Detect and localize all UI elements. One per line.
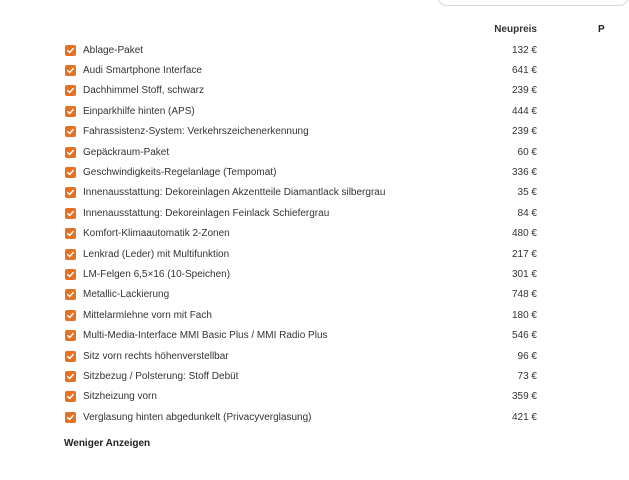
- equipment-label: Fahrassistenz-System: Verkehrszeichenerkennung: [83, 126, 309, 138]
- equipment-row: [0, 305, 603, 325]
- next-column-header: P: [598, 24, 605, 35]
- equipment-row: [0, 162, 603, 182]
- equipment-label: Mittelarmlehne vorn mit Fach: [83, 309, 212, 321]
- equipment-checkbox[interactable]: [65, 187, 76, 198]
- equipment-price: 748 €: [511, 289, 537, 301]
- equipment-price: 84 €: [517, 207, 537, 219]
- equipment-price: 73 €: [517, 370, 537, 382]
- equipment-row: [0, 183, 603, 203]
- equipment-price: 180 €: [511, 309, 537, 321]
- equipment-label: Geschwindigkeits-Regelanlage (Tempomat): [83, 167, 277, 179]
- check-icon: [66, 331, 75, 340]
- equipment-price: 239 €: [511, 126, 537, 138]
- equipment-label: Audi Smartphone Interface: [83, 65, 202, 77]
- check-icon: [66, 290, 75, 299]
- equipment-list: [0, 40, 603, 427]
- equipment-price: 641 €: [511, 65, 537, 77]
- check-icon: [66, 229, 75, 238]
- equipment-checkbox[interactable]: [65, 371, 76, 382]
- check-icon: [66, 188, 75, 197]
- equipment-price: 336 €: [511, 167, 537, 179]
- check-icon: [66, 372, 75, 381]
- equipment-checkbox[interactable]: [65, 45, 76, 56]
- equipment-row: [0, 203, 603, 223]
- equipment-label: Sitzbezug / Polsterung: Stoff Debüt: [83, 370, 239, 382]
- equipment-checkbox[interactable]: [65, 391, 76, 402]
- check-icon: [66, 352, 75, 361]
- equipment-row: [0, 325, 603, 345]
- equipment-checkbox[interactable]: [65, 126, 76, 137]
- equipment-label: Innenausstattung: Dekoreinlagen Feinlack Schiefergrau: [83, 207, 330, 219]
- equipment-checkbox[interactable]: [65, 147, 76, 158]
- equipment-label: Komfort-Klimaautomatik 2-Zonen: [83, 228, 230, 240]
- price-column-header: Neupreis: [494, 24, 537, 35]
- check-icon: [66, 311, 75, 320]
- equipment-checkbox[interactable]: [65, 249, 76, 260]
- equipment-row: [0, 264, 603, 284]
- equipment-checkbox[interactable]: [65, 167, 76, 178]
- equipment-row: [0, 60, 603, 80]
- check-icon: [66, 413, 75, 422]
- check-icon: [66, 209, 75, 218]
- equipment-checkbox[interactable]: [65, 228, 76, 239]
- top-search-field[interactable]: [437, 0, 629, 6]
- check-icon: [66, 148, 75, 157]
- equipment-price: 546 €: [511, 330, 537, 342]
- equipment-row: [0, 142, 603, 162]
- equipment-checkbox[interactable]: [65, 351, 76, 362]
- check-icon: [66, 270, 75, 279]
- equipment-row: [0, 244, 603, 264]
- equipment-label: Gepäckraum-Paket: [83, 146, 170, 158]
- equipment-row: [0, 40, 603, 60]
- equipment-checkbox[interactable]: [65, 289, 76, 300]
- equipment-row: [0, 122, 603, 142]
- equipment-label: Sitzheizung vorn: [83, 391, 157, 403]
- equipment-label: Lenkrad (Leder) mit Multifunktion: [83, 248, 230, 260]
- equipment-price: 480 €: [511, 228, 537, 240]
- equipment-row: [0, 224, 603, 244]
- equipment-checkbox[interactable]: [65, 208, 76, 219]
- check-icon: [66, 107, 75, 116]
- equipment-label: Dachhimmel Stoff, schwarz: [83, 85, 204, 97]
- equipment-checkbox[interactable]: [65, 85, 76, 96]
- check-icon: [66, 127, 75, 136]
- check-icon: [66, 46, 75, 55]
- equipment-checkbox[interactable]: [65, 330, 76, 341]
- equipment-row: [0, 101, 603, 121]
- equipment-price: 60 €: [517, 146, 537, 158]
- equipment-row: [0, 407, 603, 427]
- equipment-label: Sitz vorn rechts höhenverstellbar: [83, 350, 229, 362]
- equipment-price: 444 €: [511, 105, 537, 117]
- equipment-checkbox[interactable]: [65, 65, 76, 76]
- equipment-price: 96 €: [517, 350, 537, 362]
- show-less-link[interactable]: Weniger Anzeigen: [64, 438, 151, 449]
- equipment-row: [0, 366, 603, 386]
- equipment-price: 301 €: [511, 268, 537, 280]
- equipment-label: Einparkhilfe hinten (APS): [83, 105, 195, 117]
- equipment-label: Multi-Media-Interface MMI Basic Plus / MMI Radio Plus: [83, 330, 328, 342]
- check-icon: [66, 250, 75, 259]
- check-icon: [66, 86, 75, 95]
- equipment-label: Metallic-Lackierung: [83, 289, 170, 301]
- equipment-price: 132 €: [511, 44, 537, 56]
- equipment-price: 35 €: [517, 187, 537, 199]
- equipment-price: 359 €: [511, 391, 537, 403]
- equipment-price: 239 €: [511, 85, 537, 97]
- equipment-label: Ablage-Paket: [83, 44, 144, 56]
- equipment-price: 421 €: [511, 411, 537, 423]
- check-icon: [66, 392, 75, 401]
- equipment-price: 217 €: [511, 248, 537, 260]
- equipment-row: [0, 387, 603, 407]
- equipment-row: [0, 285, 603, 305]
- equipment-checkbox[interactable]: [65, 269, 76, 280]
- check-icon: [66, 168, 75, 177]
- equipment-row: [0, 81, 603, 101]
- check-icon: [66, 66, 75, 75]
- equipment-label: Innenausstattung: Dekoreinlagen Akzentteile Diamantlack silbergrau: [83, 187, 386, 199]
- equipment-checkbox[interactable]: [65, 106, 76, 117]
- equipment-checkbox[interactable]: [65, 412, 76, 423]
- equipment-label: LM-Felgen 6,5×16 (10-Speichen): [83, 268, 231, 280]
- equipment-label: Verglasung hinten abgedunkelt (Privacyverglasung): [83, 411, 312, 423]
- equipment-row: [0, 346, 603, 366]
- equipment-checkbox[interactable]: [65, 310, 76, 321]
